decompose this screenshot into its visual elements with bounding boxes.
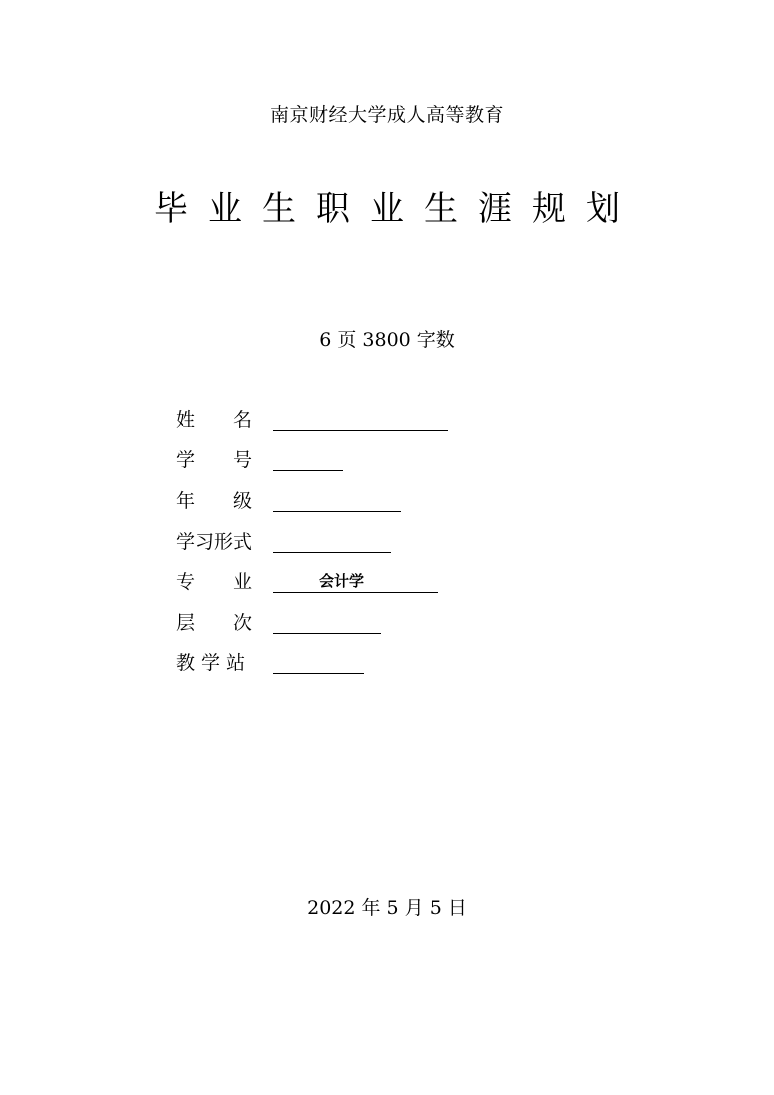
field-underline (273, 408, 448, 431)
field-study-mode (176, 527, 391, 553)
field-student-id (176, 445, 343, 471)
field-underline (273, 448, 343, 471)
document-date: 2022 年 5 月 5 日 (307, 897, 467, 919)
field-label: 教 学 站 (176, 652, 246, 674)
field-level (176, 608, 381, 634)
field-underline (273, 651, 364, 674)
field-value: 会计学 (318, 572, 364, 590)
field-major (176, 567, 438, 593)
field-name (176, 405, 448, 431)
field-label: 姓 名 (176, 409, 253, 431)
field-label: 层 次 (176, 612, 253, 634)
page-word-count: 6 页 3800 字数 (319, 329, 455, 351)
field-teaching-station (176, 648, 364, 674)
field-underline (273, 530, 391, 553)
field-label: 学 号 (176, 449, 253, 471)
institution-name: 南京财经大学成人高等教育 (269, 104, 504, 126)
field-grade (176, 486, 401, 512)
field-label: 年 级 (176, 490, 253, 512)
document-title: 毕业生职业生涯规划 (154, 189, 640, 229)
field-label: 专 业 (176, 571, 253, 593)
field-underline (273, 489, 401, 512)
field-label: 学习形式 (176, 531, 253, 553)
field-underline (273, 611, 381, 634)
field-underline (273, 570, 438, 593)
